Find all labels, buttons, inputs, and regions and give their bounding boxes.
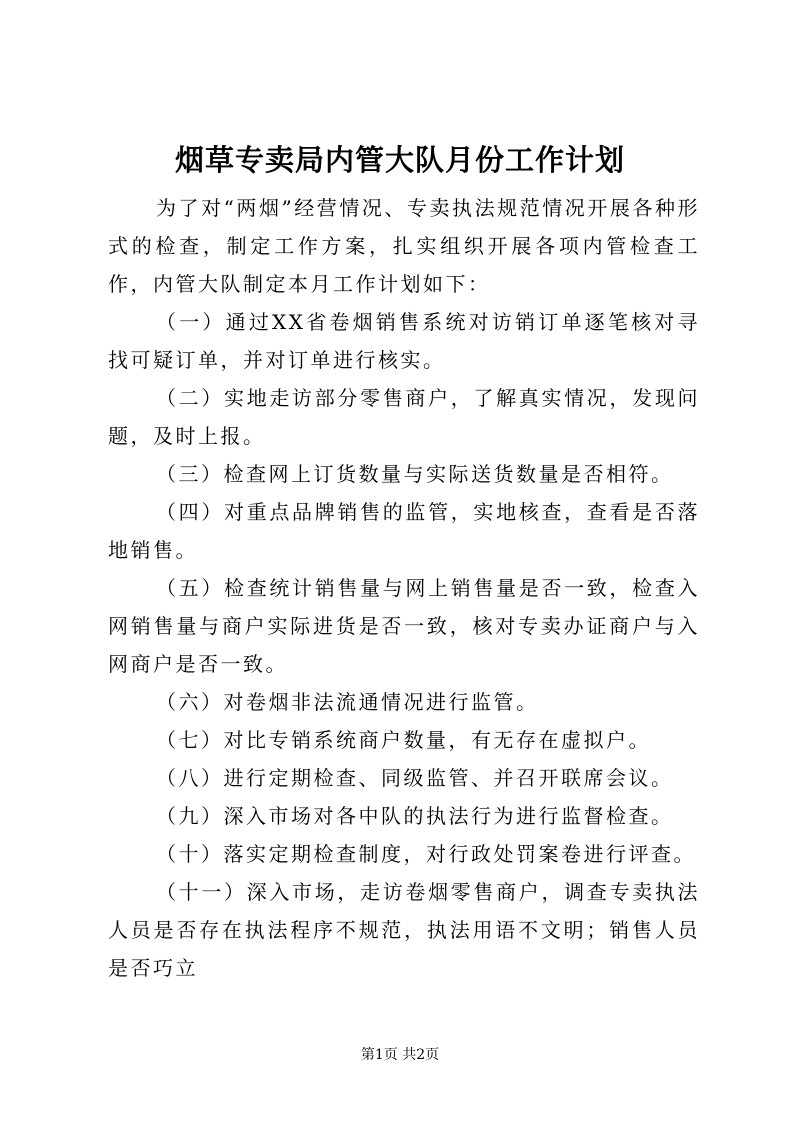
paragraph-item-5: （五）检查统计销售量与网上销售量是否一致，检查入网销售量与商户实际进货是否一致，核对专卖办证商户与入网商户是否一致。 [108,576,700,676]
paragraph-item-7: （七）对比专销系统商户数量，有无存在虚拟户。 [156,728,651,752]
paragraph-item-1: （一）通过XX省卷烟销售系统对访销订单逐笔核对寻找可疑订单，并对订单进行核实。 [108,310,700,372]
paragraph-item-4: （四）对重点品牌销售的监管，实地核查，查看是否落地销售。 [108,500,700,562]
paragraph-item-2: （二）实地走访部分零售商户，了解真实情况，发现问题，及时上报。 [108,386,700,448]
paragraph-item-10: （十）落实定期检查制度，对行政处罚案卷进行评查。 [156,842,696,866]
paragraph-item-6: （六）对卷烟非法流通情况进行监管。 [156,690,539,714]
document-body [108,189,700,987]
paragraph-item-9: （九）深入市场对各中队的执法行为进行监督检查。 [156,804,674,828]
paragraph-item-11: （十一）深入市场，走访卷烟零售商户，调查专卖执法人员是否存在执法程序不规范，执法用语不文明；销售人员是否巧立 [108,880,700,980]
paragraph-item-3: （三）检查网上订货数量与实际送货数量是否相符。 [156,462,674,486]
page-number-footer: 第1页 共2页 [360,1047,440,1063]
paragraph-intro: 为了对“两烟”经营情况、专卖执法规范情况开展各种形式的检查，制定工作方案，扎实组织开展各项内管检查工作，内管大队制定本月工作计划如下： [108,196,700,296]
document-title: 烟草专卖局内管大队月份工作计划 [174,143,625,177]
paragraph-item-8: （八）进行定期检查、同级监管、并召开联席会议。 [156,766,674,790]
